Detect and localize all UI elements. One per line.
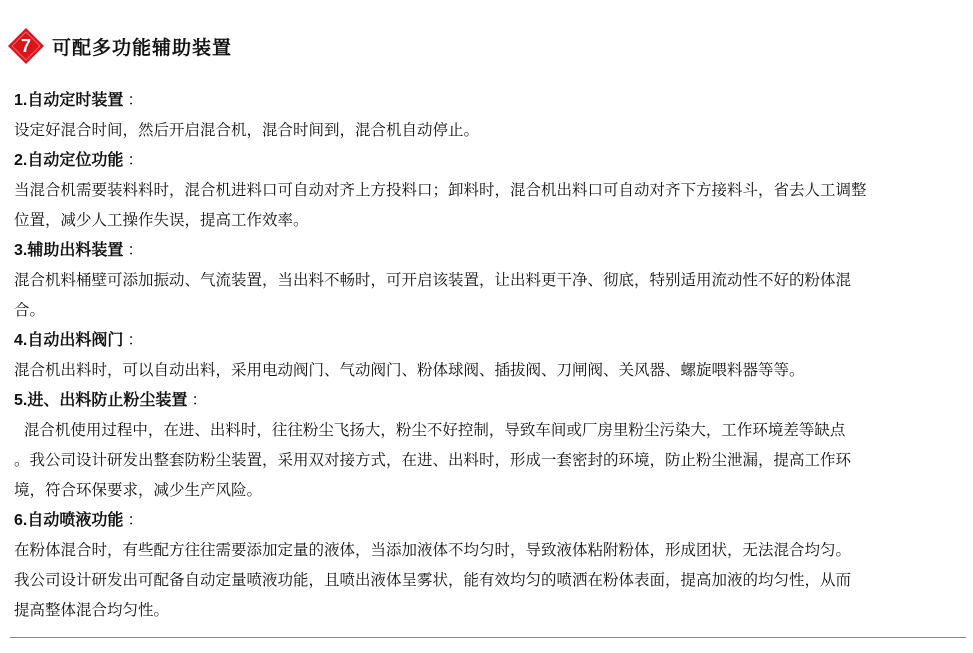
feature-item-3 [14, 235, 972, 325]
feature-description-line: 在粉体混合时，有些配方往往需要添加定量的液体，当添加液体不均匀时，导致液体粘附粉体，形成团状，无法混合均匀。 [14, 541, 852, 559]
feature-title-colon: ： [127, 150, 144, 169]
feature-title-text: 进、出料防止粉尘装置 [27, 390, 188, 409]
badge-number: 7 [20, 36, 31, 56]
feature-title [14, 325, 972, 355]
feature-description-line: 设定好混合时间，然后开启混合机，混合时间到，混合机自动停止。 [14, 121, 480, 139]
feature-title-text: 自动出料阀门 [27, 330, 124, 349]
feature-item-4 [14, 325, 972, 385]
feature-title [14, 385, 972, 415]
feature-title-colon: ： [127, 90, 144, 109]
feature-description-line: 境，符合环保要求，减少生产风险。 [14, 481, 263, 499]
feature-description-line: 合。 [14, 301, 46, 319]
feature-title-text: 辅助出料装置 [27, 240, 124, 259]
feature-title-colon: ： [127, 330, 144, 349]
feature-description-line: 混合机出料时，可以自动出料，采用电动阀门、气动阀门、粉体球阀、插拔阀、刀闸阀、关风器、螺旋喂料器等等。 [14, 361, 805, 379]
feature-title-text: 自动定时装置 [27, 90, 124, 109]
bottom-divider [10, 637, 966, 638]
section-title: 可配多功能辅助装置 [52, 36, 233, 59]
section-header [6, 26, 232, 66]
feature-item-2 [14, 145, 972, 235]
feature-list [14, 85, 972, 625]
feature-title [14, 85, 972, 115]
feature-number: 2. [14, 152, 28, 169]
feature-title [14, 235, 972, 265]
feature-number: 4. [14, 332, 28, 349]
feature-description-line: 混合机料桶壁可添加振动、气流装置，当出料不畅时，可开启该装置，让出料更干净、彻底，特别适用流动性不好的粉体混 [14, 271, 852, 289]
feature-item-1 [14, 85, 972, 145]
feature-title-colon: ： [191, 390, 208, 409]
feature-title-text: 自动定位功能 [27, 150, 124, 169]
feature-description-line: 位置，减少人工操作失误，提高工作效率。 [14, 211, 309, 229]
feature-title-colon: ： [127, 240, 144, 259]
feature-description-line: 。我公司设计研发出整套防粉尘装置，采用双对接方式，在进、出料时，形成一套密封的环境，防止粉尘泄漏，提高工作环 [14, 451, 852, 469]
feature-title [14, 505, 972, 535]
section-number-badge [6, 26, 46, 66]
feature-number: 3. [14, 242, 28, 259]
feature-number: 1. [14, 92, 28, 109]
feature-item-6 [14, 505, 972, 625]
feature-item-5 [14, 385, 972, 505]
feature-title-text: 自动喷液功能 [27, 510, 124, 529]
feature-number: 5. [14, 392, 28, 409]
feature-description-line: 当混合机需要装料料时，混合机进料口可自动对齐上方投料口；卸料时，混合机出料口可自动对齐下方接料斗，省去人工调整 [14, 181, 867, 199]
feature-number: 6. [14, 512, 28, 529]
feature-title [14, 145, 972, 175]
feature-description-line: 混合机使用过程中，在进、出料时，往往粉尘飞扬大，粉尘不好控制，导致车间或厂房里粉尘污染大，工作环境差等缺点 [14, 421, 846, 439]
feature-description-line: 我公司设计研发出可配备自动定量喷液功能，且喷出液体呈雾状，能有效均匀的喷洒在粉体表面，提高加液的均匀性，从而 [14, 571, 852, 589]
feature-description-line: 提高整体混合均匀性。 [14, 601, 170, 619]
feature-title-colon: ： [127, 510, 144, 529]
